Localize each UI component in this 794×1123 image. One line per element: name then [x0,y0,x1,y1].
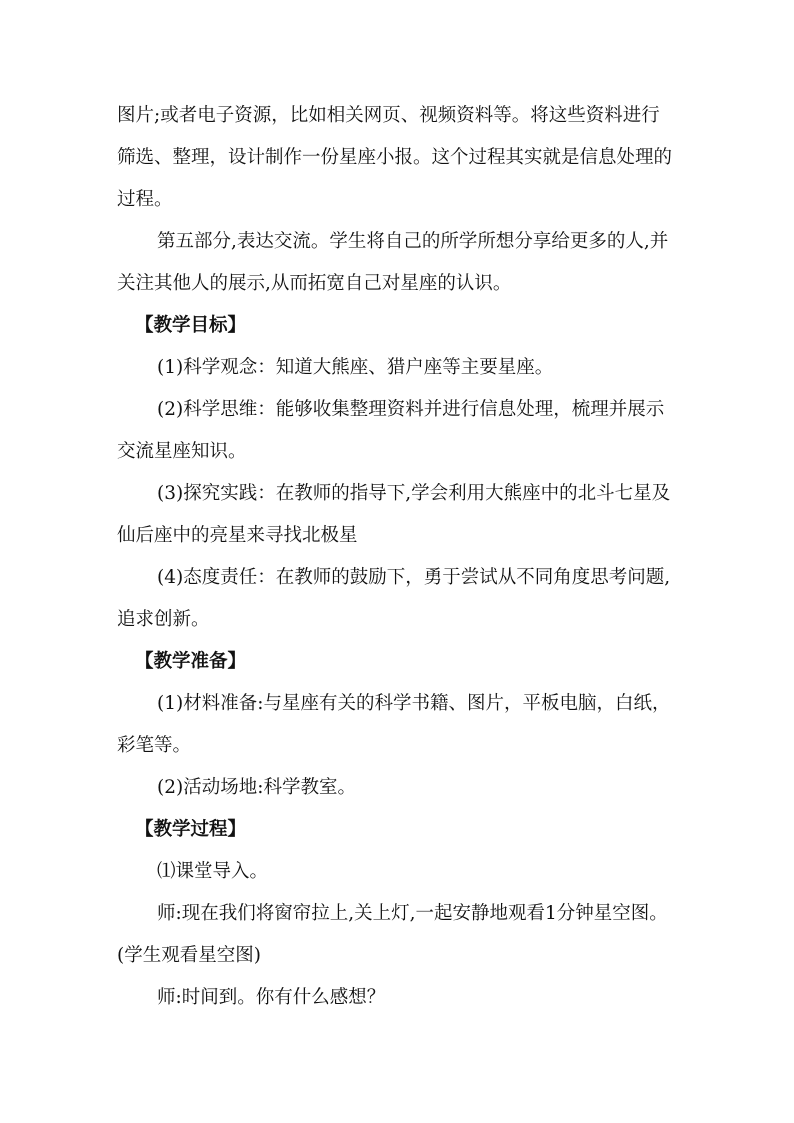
paragraph-line: 过程。 [117,189,173,210]
paragraph-line: ⑴课堂导入。 [157,861,269,882]
paragraph-line: (1)科学观念：知道大熊座、猎户座等主要星座。 [157,357,554,378]
paragraph-line: 关注其他人的展示,从而拓宽自己对星座的认识。 [117,273,512,294]
paragraph-line: 师:现在我们将窗帘拉上,关上灯,一起安静地观看1分钟星空图。 [157,903,668,924]
paragraph-line: (2)活动场地:科学教室。 [157,777,356,798]
paragraph-line: 筛选、整理，设计制作一份星座小报。这个过程其实就是信息处理的 [117,147,673,168]
paragraph-line: 师:时间到。你有什么感想？ [157,987,386,1008]
paragraph-line: 追求创新。 [117,609,210,630]
section-heading-goals: 【教学目标】 [135,315,247,336]
document-body [117,98,682,1008]
paragraph-line: (3)探究实践：在教师的指导下,学会利用大熊座中的北斗七星及 [157,483,671,504]
paragraph-line: (4)态度责任：在教师的鼓励下，勇于尝试从不同角度思考问题, [157,567,671,588]
paragraph-line: 彩笔等。 [117,735,192,756]
paragraph-line: 图片;或者电子资源，比如相关网页、视频资料等。将这些资料进行 [117,105,660,126]
paragraph-line: 仙后座中的亮星来寻找北极星 [117,525,358,546]
section-heading-process: 【教学过程】 [135,819,247,840]
section-heading-preparation: 【教学准备】 [135,651,247,672]
paragraph-line: 交流星座知识。 [117,441,247,462]
paragraph-line: (1)材料准备:与星座有关的科学书籍、图片，平板电脑，白纸， [157,693,671,714]
paragraph-line: (2)科学思维：能够收集整理资料并进行信息处理，梳理并展示 [157,399,665,420]
paragraph-line: (学生观看星空图) [117,945,261,966]
paragraph-line: 第五部分,表达交流。学生将自己的所学所想分享给更多的人,并 [157,231,669,252]
